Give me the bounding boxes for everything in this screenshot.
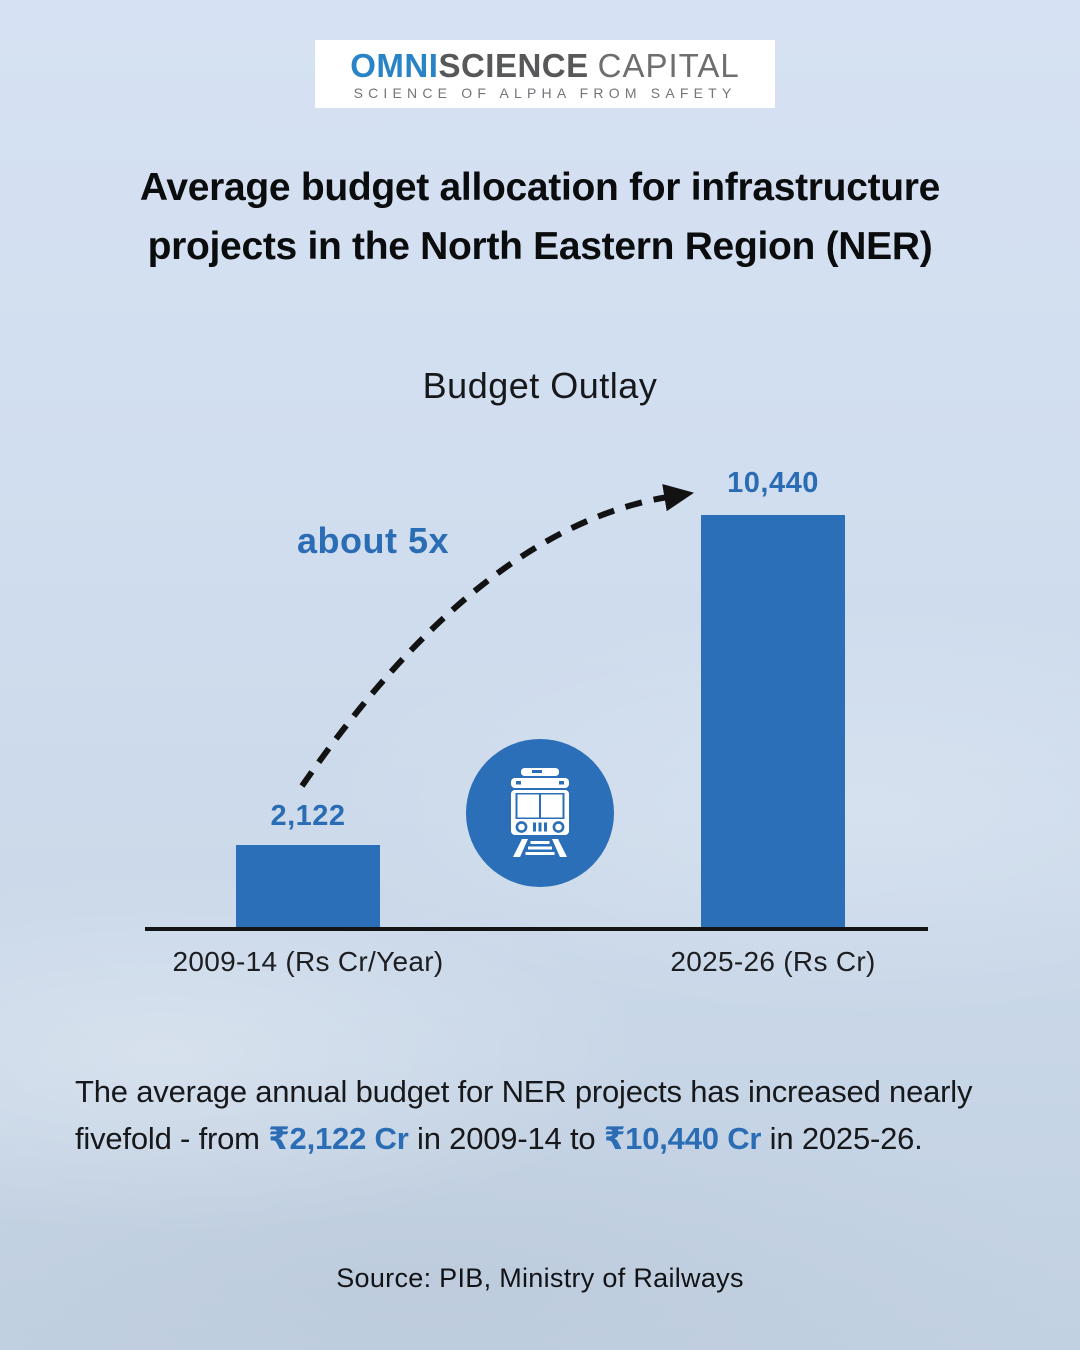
logo-omni: OMNI — [350, 47, 439, 84]
page-title — [0, 158, 1080, 276]
logo-capital: CAPITAL — [597, 47, 740, 84]
omniscience-capital-logo — [315, 40, 775, 108]
bar-value-2009-14: 2,122 — [270, 800, 346, 832]
category-label-2009-14: 2009-14 (Rs Cr/Year) — [172, 946, 444, 977]
page-title-line1: Average budget allocation for infrastructure — [139, 166, 941, 209]
train-glyph — [490, 763, 590, 863]
summary-text — [75, 1068, 995, 1162]
bar-value-2025-26: 10,440 — [727, 467, 819, 499]
summary-text-segment: in 2009-14 to — [408, 1121, 604, 1156]
logo-tagline: SCIENCE OF ALPHA FROM SAFETY — [353, 85, 737, 101]
summary-text-segment: The average annual budget for NER projects has increased nearly fivefold - from — [75, 1074, 973, 1156]
growth-annotation: about 5x — [297, 520, 450, 561]
bar-2009-14 — [236, 845, 380, 929]
summary-text-segment: in 2025-26. — [761, 1121, 923, 1156]
chart-title: Budget Outlay — [422, 365, 658, 406]
summary-accent-value: ₹10,440 Cr — [603, 1121, 762, 1156]
source-attribution: Source: PIB, Ministry of Railways — [336, 1263, 744, 1293]
page-title-line2: projects in the North Eastern Region (NER) — [147, 225, 933, 268]
category-label-2025-26: 2025-26 (Rs Cr) — [670, 946, 876, 977]
logo-wordmark — [350, 49, 739, 83]
logo-science: SCIENCE — [438, 47, 589, 84]
x-axis — [145, 927, 928, 931]
train-icon — [466, 739, 614, 887]
summary-accent-value: ₹2,122 Cr — [268, 1121, 409, 1156]
bar-2025-26 — [701, 515, 845, 929]
